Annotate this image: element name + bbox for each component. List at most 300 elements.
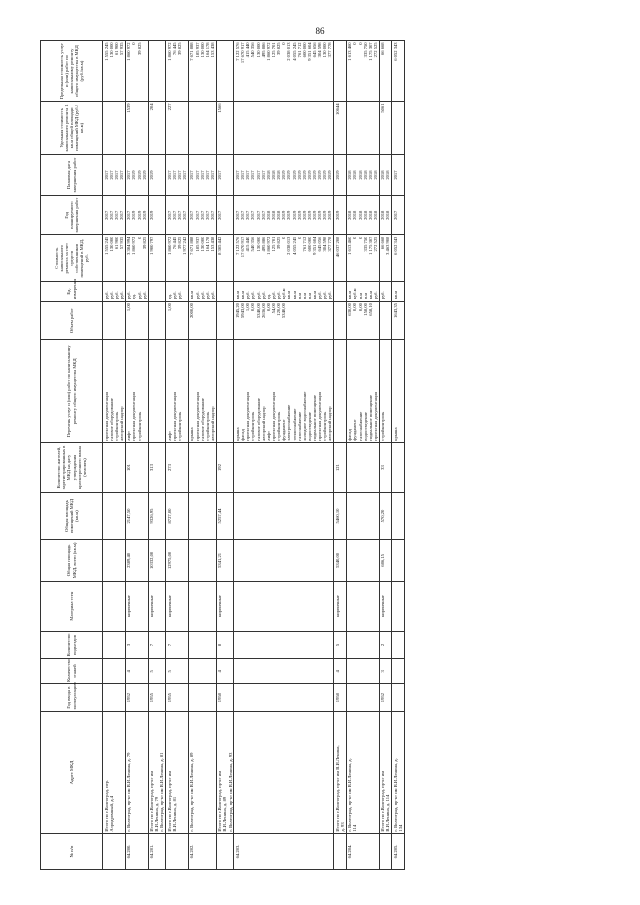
cell-unit [346,282,379,301]
cell-line: г. Волгоград, пр-кт им В.И.Ленина, д. [392,758,398,832]
cell-date [148,154,166,196]
cell-line: 61 900 [113,42,119,56]
cell-line: 2017 [240,170,246,180]
cell-no: 64.280. [125,833,148,869]
cell-larea: 5460,10 [334,492,346,539]
cell-line: лифт [166,430,172,441]
cell-line: 2017 [119,210,125,220]
cell-year: 1958 [216,684,234,712]
cell-no [166,833,189,869]
cell-line: 2017 [108,170,114,180]
table-row [334,41,346,870]
cell-line: 2019 [149,170,155,180]
cell-line: 204 [149,103,155,111]
cell-line: 2636,00 [260,303,266,319]
cell-line: В.И.Ленина, д. 89 [222,796,228,832]
cell-line: Итого по г.Волгоград, пер. [103,779,109,832]
cell-yplan [148,196,166,235]
cell-line: В.И.Ленина, д. 114 [385,794,391,832]
cell-spec [392,102,404,155]
cell-line: 1 175 307 [367,42,373,61]
cell-larea [346,492,379,539]
cell-en [392,631,404,659]
cell-work [392,340,404,443]
column-header: Материал стен [41,581,103,631]
cell-line: 2017 [182,170,188,180]
cell-year [346,684,379,712]
cell-line: 39 825 [176,42,182,56]
cell-line: 335 750 [362,236,368,252]
cell-line: газоснабжение [296,411,302,441]
cell-date [103,154,126,196]
table-row [379,41,391,870]
cell-line: руб. [210,291,216,300]
cell-line: 39 825 [276,42,282,56]
cell-line: 1,00 [166,303,172,312]
cell-line: 2018 [380,170,386,180]
cell-cost [334,235,346,282]
cell-line: 153 438 [210,236,216,252]
table-header [41,41,103,870]
cell-line: руб. [141,291,147,300]
cell-line: 66 668 [380,236,386,250]
cell-fl [188,659,216,684]
cell-line: 2017 [108,210,114,220]
cell-line: 39 825 [276,236,282,250]
cell-res: 33 [379,443,391,493]
cell-line: 164 178 [204,236,210,252]
cell-spec [188,102,216,155]
cell-unit [234,282,334,301]
cell-line: 7 122 576 [234,42,240,61]
cell-yplan [216,196,234,235]
cell-limit [379,41,391,102]
cell-addr [334,711,346,833]
cell-line: руб. [199,291,205,300]
cell-line: 0,00 [265,303,271,312]
cell-line: 600 000 [306,236,312,252]
column-header: № п/п [41,833,103,869]
cell-work [216,340,234,443]
cell-line: 2000,00 [189,303,195,319]
cell-wall: кирпичные [379,581,391,631]
cell-line: 227 [166,103,172,111]
cell-line: 125 701 [270,236,276,252]
cell-line: 114 [352,824,358,832]
cell-line: фасад [240,429,246,441]
cell-line: 2017 [166,210,172,220]
cell-en: 8 [216,631,234,659]
cell-wall [346,581,379,631]
cell-line: электроснабжение [286,404,292,441]
cell-line: фасад [347,429,353,441]
cell-line: 2017 [103,210,109,220]
cell-line: 1 860 972 [131,236,137,255]
cell-line: 272 525 [372,42,378,58]
cell-work [334,340,346,443]
cell-line: 2017 [392,210,398,220]
cell-line: 2017 [250,170,256,180]
cell-limit [103,41,126,102]
cell-line: руб. [245,291,251,300]
cell-cost [188,235,216,282]
cell-line: 2017 [199,170,205,180]
cell-area: 12975,00 [166,540,189,582]
cell-line: 9 351 604 [306,42,312,61]
cell-line: проектная документация [372,392,378,441]
cell-line: 2017 [250,210,256,220]
cell-line: проектная документация [317,392,323,441]
cell-line: В.И.Ленина, д. 79 [154,796,160,832]
cell-line: ед. [131,293,137,300]
cell-line: 2017 [171,210,177,220]
cell-line: Итого по г.Волгоград, пр-кт им [217,770,223,832]
cell-line: 1 555 245 [103,236,109,255]
cell-line: 2019 [317,210,323,220]
cell-res [392,443,404,493]
cell-line: п.м [306,292,312,300]
cell-line: 415 440 [245,236,251,252]
cell-line: 46 037 208 [334,236,340,258]
column-header: Удельная стоимость капитального ремонта 1 кв.м общей площади помещений МКД (руб./кв.м) [41,102,103,155]
cell-line: 415 440 [245,42,251,58]
cell-line: 1 860 972 [265,236,271,255]
cell-line: 2017 [189,210,195,220]
cell-larea: 9326,95 [148,492,166,539]
cell-line: 2019 [136,210,142,220]
cell-line: стройконтроль [204,411,210,441]
cell-yplan [166,196,189,235]
table-row [392,41,404,870]
cell-work [346,340,379,443]
cell-line: 2017 [103,170,109,180]
cell-spec [103,102,126,155]
cell-line: 600 000 [301,42,307,58]
column-header: Стоимость капитального ремонта за счет средств собственников помещений в МКД, руб. [41,235,103,282]
cell-line: 134 [397,824,403,832]
cell-line: 0 [131,42,137,45]
cell-line: п.м [357,292,363,300]
cell-wall [188,581,216,631]
cell-yplan [103,196,126,235]
cell-unit [216,282,234,301]
cell-spec [334,102,346,155]
cell-line: 5943,00 [240,303,246,319]
cell-limit [392,41,404,102]
cell-line: 2019 [291,210,297,220]
cell-area [103,540,126,582]
cell-line: 2019 [312,170,318,180]
cell-cost [148,235,166,282]
cell-line: крыша [189,427,195,441]
cell-limit [188,41,216,102]
cell-line: руб. [270,291,276,300]
cell-line: 1643,35 [392,303,398,319]
cell-line: 1 900 797 [149,236,155,255]
cell-line: 120,00 [276,303,282,316]
cell-res [103,443,126,493]
cell-line: 130 000 [108,236,114,252]
cell-line: 130 000 [108,42,114,58]
cell-fl: 5 [166,659,189,684]
cell-line: г. Волгоград, пр-кт им В.И.Ленина, д. [347,758,353,832]
cell-yplan [188,196,216,235]
cell-line: 39 825 [136,42,142,56]
cell-line: 2017 [126,170,132,180]
cell-cost [166,235,189,282]
cell-line: подвальное помещение [312,395,318,441]
cell-line: водоотведение [362,412,368,441]
cell-line: 2019 [286,170,292,180]
cell-wall [392,581,404,631]
cell-line: авторский надзор [260,406,266,441]
cell-en: 5 [334,631,346,659]
cell-no [334,833,346,869]
cell-area [346,540,379,582]
cell-no [379,833,391,869]
cell-line: руб. [103,291,109,300]
cell-line: 0,00 [357,303,363,312]
table-row [103,41,126,870]
cell-line: 2 038 013 [286,42,292,61]
cell-line: 2019 [291,170,297,180]
cell-line: ед. [265,293,271,300]
cell-line: 2018 [380,210,386,220]
cell-res: 101 [125,443,148,493]
cell-cost [234,235,334,282]
cell-line: проектная документация [245,392,251,441]
cell-vol [379,301,391,340]
cell-line: 2017 [182,210,188,220]
cell-no: 64.283. [234,833,334,869]
table-row [125,41,148,870]
cell-line: 2019 [281,210,287,220]
cell-line: 0,00 [250,303,256,312]
cell-line: 2018 [357,210,363,220]
cell-line: 2019 [312,210,318,220]
cell-line: 2017 [113,170,119,180]
column-header: Объем работ [41,301,103,340]
cell-fl: 4 [334,659,346,684]
cell-line: 6 052 343 [392,42,398,61]
cell-line: 630,00 [347,303,353,316]
cell-date [346,154,379,196]
cell-line: 17 670 917 [240,42,246,64]
cell-line: 645 656 [312,42,318,58]
cell-limit [234,41,334,102]
cell-line: 1566 [217,103,223,113]
cell-line: кв.м [240,290,246,300]
cell-limit [148,41,166,102]
cell-line: 272 525 [372,236,378,252]
cell-line: 540 356 [250,42,256,58]
cell-area: 5341,21 [216,540,234,582]
cell-work [166,340,189,443]
cell-line: 2018 [362,210,368,220]
cell-year: 1955 [166,684,189,712]
cell-line: 39 825 [176,236,182,250]
cell-date [234,154,334,196]
column-header: Общая площадь помещений МКД (кв.м) [41,492,103,539]
cell-line: 17 670 917 [240,236,246,258]
cell-line: 2019 [327,210,333,220]
cell-line: 0 [352,42,358,45]
table-row [166,41,189,870]
cell-line: 1 613 460 [347,236,353,255]
cell-area [392,540,404,582]
cell-line: 2017 [240,210,246,220]
capital-repair-table [40,40,405,870]
cell-no: 64.285. [392,833,404,869]
cell-vol [188,301,216,340]
cell-line: 1945,20 [234,303,240,319]
cell-cost [216,235,234,282]
cell-line: руб. [136,291,142,300]
cell-line: авторский надзор [210,406,216,441]
cell-limit [216,41,234,102]
cell-addr [216,711,234,833]
cell-line: 164 178 [204,42,210,58]
column-header: Количество этажей [41,659,103,684]
cell-line: 2017 [199,210,205,220]
cell-line: куб.м [352,288,358,300]
cell-line: лифт [126,430,132,441]
cell-limit [166,41,189,102]
cell-line: 0 [357,42,363,45]
cell-line: 761 712 [301,236,307,252]
cell-date [392,154,404,196]
cell-line: 2017 [210,210,216,220]
cell-line: 495 886 [260,42,266,58]
cell-line: кв.м [392,290,398,300]
cell-line: 2019 [301,210,307,220]
cell-limit [125,41,148,102]
cell-line: 658,10 [367,303,373,316]
cell-line: Итого по г.Волгоград, пр-кт им [166,770,172,832]
cell-fl [346,659,379,684]
cell-line: 5340,00 [255,303,261,319]
cell-addr [346,711,379,833]
cell-line: д. 93 [339,822,345,832]
cell-line: 1 860 972 [126,42,132,61]
cell-line: руб. [327,291,333,300]
cell-line: 645 056 [317,236,323,252]
cell-line: 2018 [362,170,368,180]
cell-line: руб. [119,291,125,300]
cell-line: 2019 [317,170,323,180]
cell-fl: 3 [379,659,391,684]
cell-fl: 4 [125,659,148,684]
rotated-table-wrapper [40,40,600,870]
cell-line: 2017 [217,170,223,180]
cell-year [188,684,216,712]
cell-line: стройконтроль [136,411,142,441]
cell-wall [103,581,126,631]
cell-spec [125,102,148,155]
cell-line: 2017 [217,210,223,220]
cell-line: газоснабжение [357,411,363,441]
cell-fl [234,659,334,684]
cell-line: 1 977 242 [182,236,188,255]
cell-line: 1,00 [126,303,132,312]
cell-line: 377 778 [327,42,333,58]
cell-line: 130 000 [255,42,261,58]
cell-line: 2017 [166,170,172,180]
cell-line: 0 [136,236,142,239]
cell-line: проектная документация [194,392,200,441]
cell-wall: кирпичные [166,581,189,631]
cell-spec [234,102,334,155]
cell-line: 158,00 [362,303,368,316]
cell-line: 7 671 888 [189,236,195,255]
cell-year: 1955 [148,684,166,712]
cell-line: руб. [322,291,328,300]
cell-yplan [379,196,391,235]
cell-res [188,443,216,493]
cell-line: руб. [372,291,378,300]
cell-line: кв.м [286,290,292,300]
cell-line: 2017 [255,170,261,180]
cell-line: руб. [317,291,323,300]
cell-year: 1952 [125,684,148,712]
cell-line: 76 445 [171,42,177,56]
cell-line: 2018 [367,170,373,180]
cell-line: стройконтроль [250,411,256,441]
cell-line: 2017 [126,210,132,220]
cell-area [234,540,334,582]
cell-larea: 570,20 [379,492,391,539]
column-header: Год ввода в эксплуатацию [41,684,103,712]
cell-line: руб. [113,291,119,300]
table-row [346,41,379,870]
cell-line: 2017 [260,210,266,220]
cell-line: 2017 [194,210,200,220]
cell-line: п.м [301,292,307,300]
cell-line: 1,00 [245,303,251,312]
cell-line: кв.м [189,290,195,300]
cell-line: г. Волгоград, пр-кт им В.И.Ленина, д. 93 [227,752,233,832]
cell-line: руб. [108,291,114,300]
cell-area [188,540,216,582]
cell-line: 2018 [276,210,282,220]
cell-line: 2019 [281,170,287,180]
cell-addr [103,711,126,833]
cell-larea [392,492,404,539]
column-header: Общая площадь МКД, всего (кв.м) [41,540,103,582]
cell-line: 2018 [352,170,358,180]
cell-line: п.м [362,292,368,300]
cell-line: 2018 [347,170,353,180]
cell-line: стройконтроль [322,411,328,441]
cell-line: теплоснабжение [291,408,297,441]
cell-line: 2017 [260,170,266,180]
cell-line: 153 438 [210,42,216,58]
cell-line: Итого по г.Волгоград, пр-кт им В.И.Ленина, [334,745,340,832]
cell-line: фундамент [352,419,358,441]
cell-line: кв.м [367,290,373,300]
column-header: Количество жителей, зарегистрированных в МКД на дату утверждения краткосрочного плана (человек) [41,443,103,493]
cell-vol [125,301,148,340]
cell-line: руб. [171,291,177,300]
cell-line: 304 598 [322,236,328,252]
cell-work [125,340,148,443]
cell-larea: 5257,44 [216,492,234,539]
cell-work [379,340,391,443]
cell-line: 0 [281,236,287,239]
cell-work [148,340,166,443]
cell-line: 1 613 460 [347,42,353,61]
cell-line: проектная документация [270,392,276,441]
